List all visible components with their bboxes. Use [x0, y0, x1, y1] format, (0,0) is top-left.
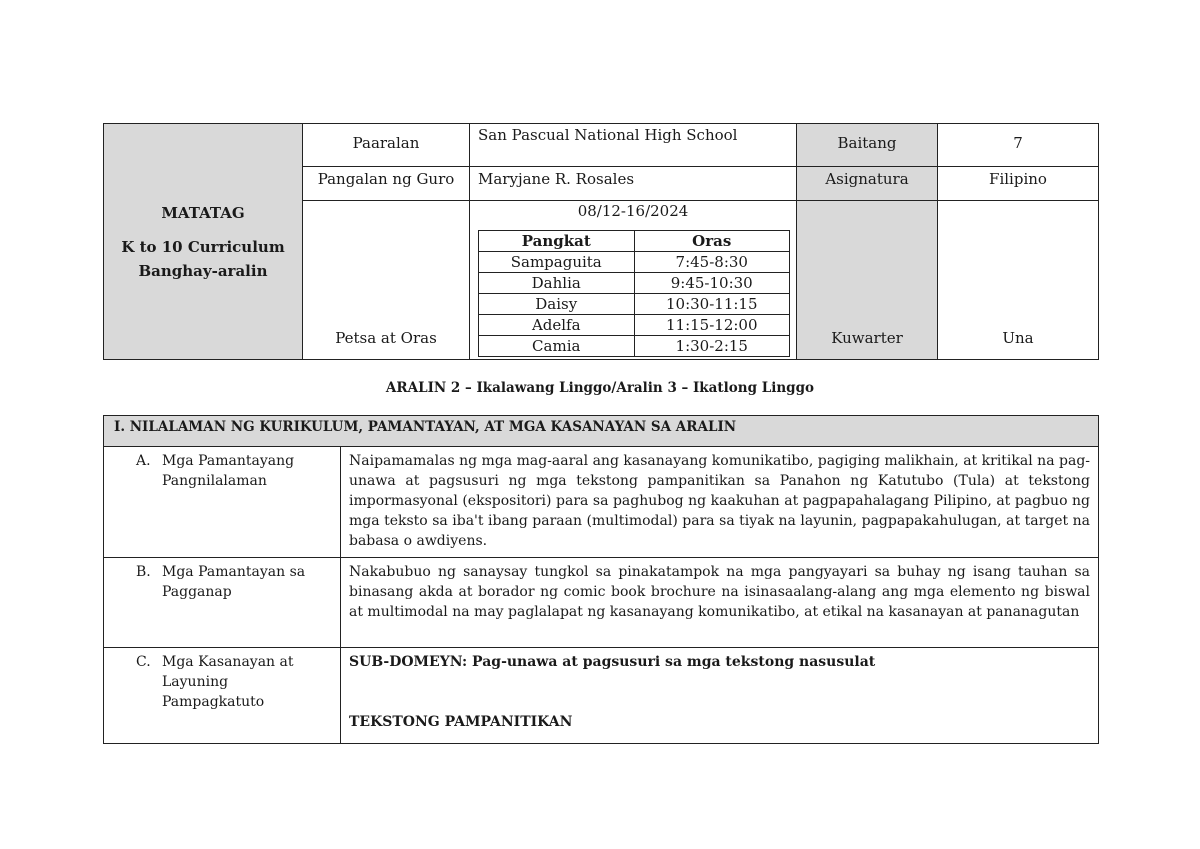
content-row [104, 558, 1099, 648]
row-letter: B. [136, 564, 151, 580]
row-label: Mga Pamantayang Pangnilalaman [162, 453, 295, 489]
subject-value: Filipino [938, 167, 1099, 201]
lesson-plan-title: Banghay-aralin [138, 261, 268, 280]
date-time-cell [470, 201, 797, 360]
schedule-row [479, 252, 790, 273]
row-description: Naipamamalas ng mga mag-aaral ang kasanayang komunikatibo, pagiging malikhain, at kritikal na pag-unawa at pagsusuri ng mga tekstong pampanitikan sa Panahon ng Katutubo (Tula) at tekstong impormasyonal (ekspositori) para sa paghubog ng kaakuhan at pagpapahalagang Pilipino, at pagbuo ng mga teksto sa iba't ibang paraan (multimodal) para sa tiyak na layunin, pagpapakahulugan, at target na babasa o awdiyens. [341, 447, 1099, 558]
school-label: Paaralan [303, 124, 470, 167]
schedule-section: Camia [479, 336, 635, 357]
row-letter: A. [136, 453, 151, 469]
section-heading: I. NILALAMAN NG KURIKULUM, PAMANTAYAN, AT MGA KASANAYAN SA ARALIN [104, 416, 1099, 447]
row-label-cell [104, 648, 341, 744]
schedule-time: 10:30-11:15 [634, 294, 790, 315]
teacher-value: Maryjane R. Rosales [470, 167, 797, 201]
schedule-section: Sampaguita [479, 252, 635, 273]
row-label-cell [104, 558, 341, 648]
schedule-time: 7:45-8:30 [634, 252, 790, 273]
schedule-table [478, 230, 790, 357]
schedule-header-section: Pangkat [479, 231, 635, 252]
curriculum-content-table [103, 415, 1099, 744]
text-type: TEKSTONG PAMPANITIKAN [349, 714, 573, 730]
teacher-label: Pangalan ng Guro [303, 167, 470, 201]
schedule-time: 9:45-10:30 [634, 273, 790, 294]
subdomain-text: SUB-DOMEYN: Pag-unawa at pagsusuri sa mga tekstong nasusulat [349, 654, 876, 670]
subject-label: Asignatura [797, 167, 938, 201]
content-row [104, 447, 1099, 558]
curriculum-title: K to 10 Curriculum [121, 237, 285, 256]
schedule-time: 1:30-2:15 [634, 336, 790, 357]
row-letter: C. [136, 654, 151, 670]
schedule-row [479, 315, 790, 336]
lesson-title: ARALIN 2 – Ikalawang Linggo/Aralin 3 – Ikatlong Linggo [385, 380, 815, 396]
schedule-section: Adelfa [479, 315, 635, 336]
schedule-row [479, 294, 790, 315]
row-description: Nakabubuo ng sanaysay tungkol sa pinakatampok na mga pangyayari sa buhay ng isang tauhan sa binasang akda at borador ng comic book brochure na isinasaalang-alang ang mga elemento ng biswal at multimodal na may paglalapat ng kasanayang komunikatibo, at etikal na kasanayan at pananagutan [341, 558, 1099, 648]
quarter-value: Una [938, 201, 1099, 360]
row-description-cell [341, 648, 1099, 744]
row-label-cell [104, 447, 341, 558]
school-value: San Pascual National High School [470, 124, 797, 167]
row-label: Mga Kasanayan at Layuning Pampagkatuto [162, 654, 294, 710]
quarter-label: Kuwarter [797, 201, 938, 360]
curriculum-title-cell [104, 124, 303, 360]
schedule-header-time: Oras [634, 231, 790, 252]
schedule-time: 11:15-12:00 [634, 315, 790, 336]
content-row [104, 648, 1099, 744]
schedule-section: Daisy [479, 294, 635, 315]
row-label: Mga Pamantayan sa Pagganap [162, 564, 306, 600]
header-table [103, 123, 1099, 360]
schedule-section: Dahlia [479, 273, 635, 294]
schedule-row [479, 336, 790, 357]
date-label: Petsa at Oras [303, 201, 470, 360]
grade-value: 7 [938, 124, 1099, 167]
grade-label: Baitang [797, 124, 938, 167]
schedule-row [479, 273, 790, 294]
matatag-title: MATATAG [161, 203, 245, 222]
date-value: 08/12-16/2024 [577, 202, 689, 220]
